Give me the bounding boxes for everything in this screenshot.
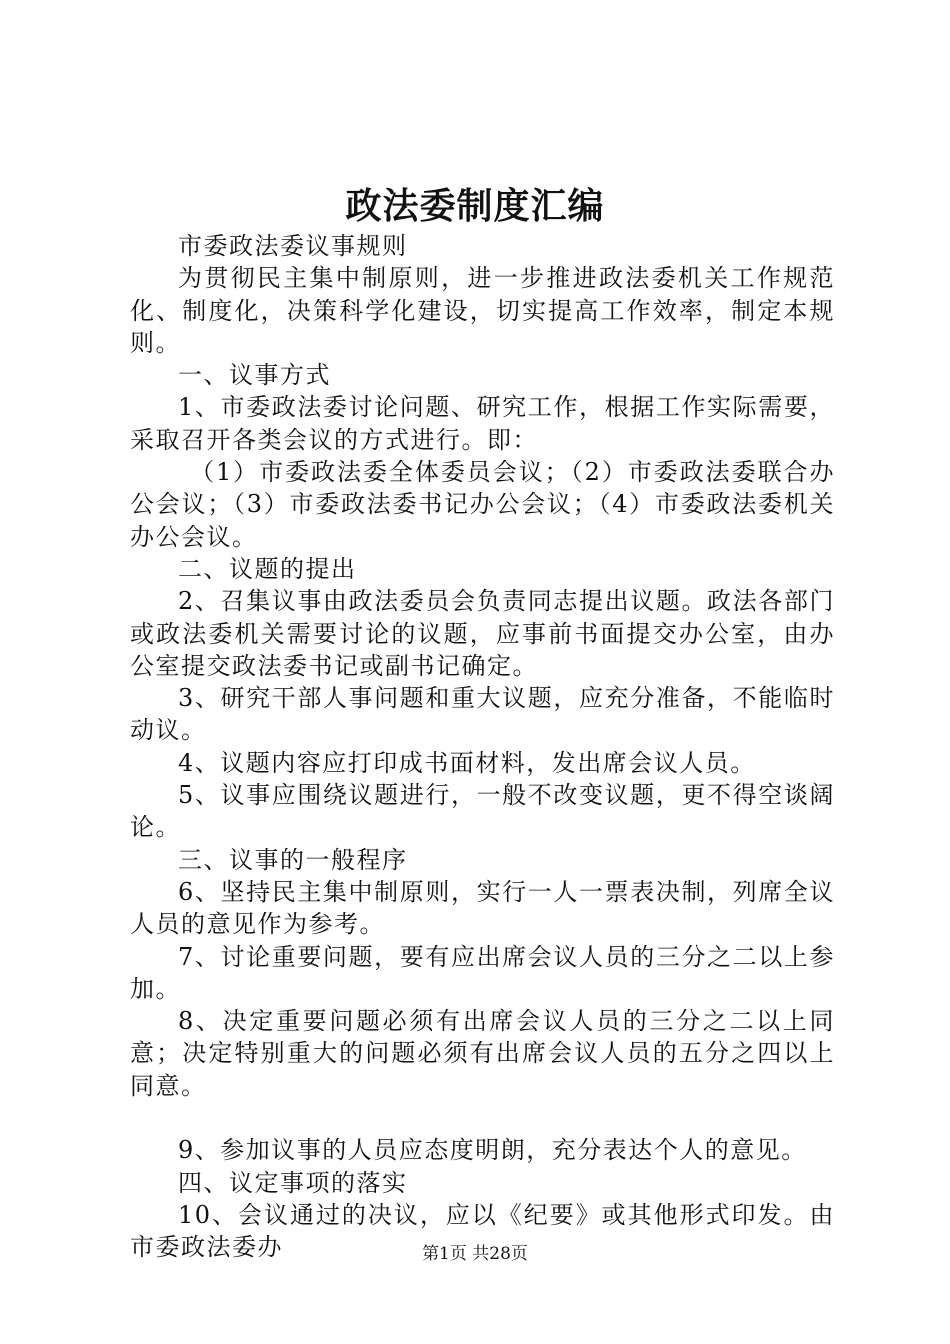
section-heading: 四、议定事项的落实 <box>178 1168 408 1197</box>
section-heading: 二、议题的提出 <box>178 554 357 583</box>
body-paragraph: 4、议题内容应打印成书面材料，发出席会议人员。 <box>178 748 756 777</box>
document-title: 政法委制度汇编 <box>345 185 605 227</box>
body-paragraph: 7、讨论重要问题，要有应出席会议人员的三分之二以上参加。 <box>130 942 835 1003</box>
page-number-footer: 第1页 共28页 <box>422 1244 528 1264</box>
body-paragraph: 5、议事应围绕议题进行，一般不改变议题，更不得空谈阔论。 <box>130 781 835 842</box>
section-heading: 市委政法委议事规则 <box>178 232 408 260</box>
document-body <box>130 230 835 1264</box>
section-heading: 三、议事的一般程序 <box>178 845 408 874</box>
section-heading: 一、议事方式 <box>178 361 331 390</box>
body-paragraph: 10、会议通过的决议，应以《纪要》或其他形式印发。由市委政法委办 <box>130 1200 835 1262</box>
body-paragraph: 8、决定重要问题必须有出席会议人员的三分之二以上同意；决定特别重大的问题必须有出席会议人员的五分之四以上同意。 <box>130 1007 835 1100</box>
body-paragraph: 1、市委政法委讨论问题、研究工作，根据工作实际需要，采取召开各类会议的方式进行。即： <box>130 393 835 454</box>
paragraph-gap <box>130 1102 835 1134</box>
body-paragraph: 9、参加议事的人员应态度明朗，充分表达个人的意见。 <box>178 1136 807 1165</box>
body-paragraph: （1）市委政法委全体委员会议；（2）市委政法委联合办公会议；（3）市委政法委书记办公会议；（4）市委政法委机关办公会议。 <box>130 458 835 551</box>
body-paragraph: 3、研究干部人事问题和重大议题，应充分准备，不能临时动议。 <box>130 684 835 745</box>
body-paragraph: 6、坚持民主集中制原则，实行一人一票表决制，列席全议人员的意见作为参考。 <box>130 877 835 939</box>
body-paragraph: 2、召集议事由政法委员会负责同志提出议题。政法各部门或政法委机关需要讨论的议题，应事前书面提交办公室，由办公室提交政法委书记或副书记确定。 <box>130 587 835 680</box>
body-paragraph: 为贯彻民主集中制原则，进一步推进政法委机关工作规范化、制度化，决策科学化建设，切实提高工作效率，制定本规则。 <box>130 264 835 357</box>
